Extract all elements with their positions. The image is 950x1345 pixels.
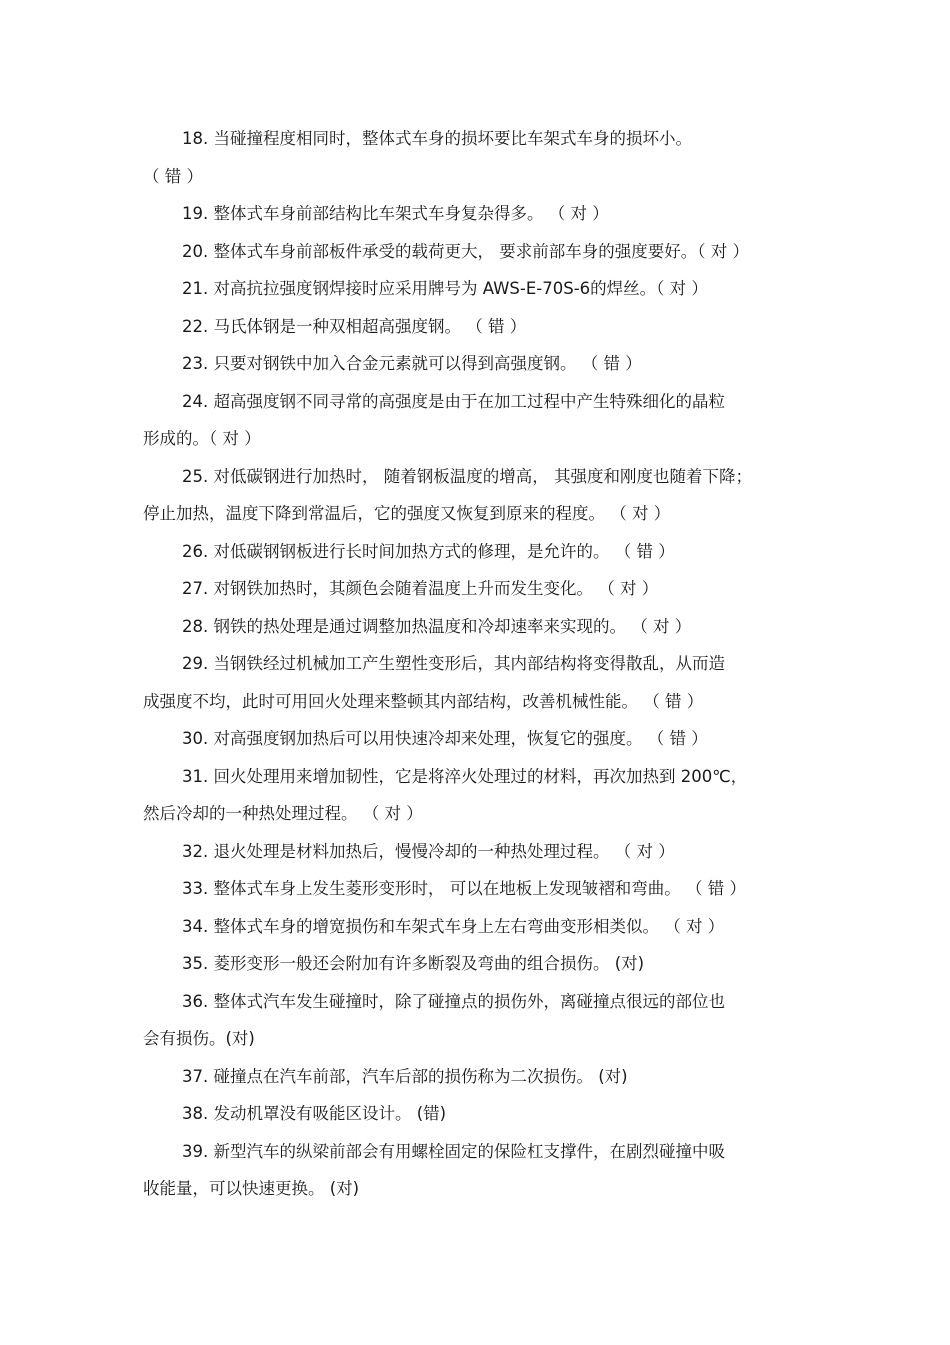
question-29 xyxy=(143,645,823,720)
question-34 xyxy=(143,908,823,946)
question-35 xyxy=(143,945,823,983)
question-33 xyxy=(143,870,823,908)
question-line: 33. 整体式车身上发生菱形变形时， 可以在地板上发现皱褶和弯曲。 （ 错 ） xyxy=(182,879,746,898)
question-line: （ 错 ） xyxy=(143,166,203,186)
question-line: 成强度不均，此时可用回火处理来整顿其内部结构，改善机械性能。 （ 错 ） xyxy=(143,691,704,711)
question-line: 26. 对低碳钢钢板进行长时间加热方式的修理，是允许的。 （ 错 ） xyxy=(182,541,675,561)
question-27 xyxy=(143,570,823,608)
question-39 xyxy=(143,1133,823,1208)
question-24 xyxy=(143,383,823,458)
question-37 xyxy=(143,1058,823,1096)
question-line: 停止加热，温度下降到常温后，它的强度又恢复到原来的程度。 （ 对 ） xyxy=(143,504,671,523)
question-18 xyxy=(143,120,823,195)
question-36 xyxy=(143,983,823,1058)
question-line: 37. 碰撞点在汽车前部，汽车后部的损伤称为二次损伤。 (对) xyxy=(182,1066,628,1086)
question-28 xyxy=(143,608,823,646)
question-line: 30. 对高强度钢加热后可以用快速冷却来处理，恢复它的强度。 （ 错 ） xyxy=(182,729,708,748)
question-32 xyxy=(143,833,823,871)
question-line: 24. 超高强度钢不同寻常的高强度是由于在加工过程中产生特殊细化的晶粒 xyxy=(182,391,725,411)
question-list xyxy=(143,120,823,1208)
question-30 xyxy=(143,720,823,758)
question-line: 39. 新型汽车的纵梁前部会有用螺栓固定的保险杠支撑件，在剧烈碰撞中吸 xyxy=(182,1141,725,1161)
question-31 xyxy=(143,758,823,833)
question-line: 38. 发动机罩没有吸能区设计。 (错) xyxy=(182,1104,447,1123)
question-25 xyxy=(143,458,823,533)
question-line: 25. 对低碳钢进行加热时， 随着钢板温度的增高， 其强度和刚度也随着下降； xyxy=(182,466,752,486)
question-22 xyxy=(143,308,823,346)
question-line: 23. 只要对钢铁中加入合金元素就可以得到高强度钢。 （ 错 ） xyxy=(182,354,642,373)
question-38 xyxy=(143,1095,823,1133)
question-line: 28. 钢铁的热处理是通过调整加热温度和冷却速率来实现的。 （ 对 ） xyxy=(182,616,692,636)
question-line: 形成的。（ 对 ） xyxy=(143,429,261,448)
question-26 xyxy=(143,533,823,571)
question-line: 36. 整体式汽车发生碰撞时，除了碰撞点的损伤外，离碰撞点很远的部位也 xyxy=(182,991,725,1011)
question-line: 收能量，可以快速更换。 (对) xyxy=(143,1179,360,1198)
question-line: 然后冷却的一种热处理过程。 （ 对 ） xyxy=(143,804,423,823)
question-21 xyxy=(143,270,823,308)
question-20 xyxy=(143,233,823,271)
question-line: 35. 菱形变形一般还会附加有许多断裂及弯曲的组合损伤。 (对) xyxy=(182,954,645,973)
question-line: 32. 退火处理是材料加热后，慢慢冷却的一种热处理过程。 （ 对 ） xyxy=(182,841,675,861)
question-line: 31. 回火处理用来增加韧性，它是将淬火处理过的材料，再次加热到 200℃， xyxy=(182,766,748,786)
question-line: 18. 当碰撞程度相同时，整体式车身的损坏要比车架式车身的损坏小。 xyxy=(182,129,692,148)
question-line: 会有损伤。(对) xyxy=(143,1029,255,1048)
question-line: 22. 马氏体钢是一种双相超高强度钢。 （ 错 ） xyxy=(182,316,527,336)
question-19 xyxy=(143,195,823,233)
question-line: 34. 整体式车身的增宽损伤和车架式车身上左右弯曲变形相类似。 （ 对 ） xyxy=(182,916,725,936)
question-line: 29. 当钢铁经过机械加工产生塑性变形后，其内部结构将变得散乱，从而造 xyxy=(182,654,725,673)
question-line: 27. 对钢铁加热时，其颜色会随着温度上升而发生变化。 （ 对 ） xyxy=(182,579,659,598)
question-line: 19. 整体式车身前部结构比车架式车身复杂得多。 （ 对 ） xyxy=(182,204,609,223)
question-23 xyxy=(143,345,823,383)
question-line: 20. 整体式车身前部板件承受的载荷更大， 要求前部车身的强度要好。（ 对 ） xyxy=(182,241,749,261)
question-line: 21. 对高抗拉强度钢焊接时应采用牌号为 AWS-E-70S-6的焊丝。（ 对 ） xyxy=(182,279,708,298)
